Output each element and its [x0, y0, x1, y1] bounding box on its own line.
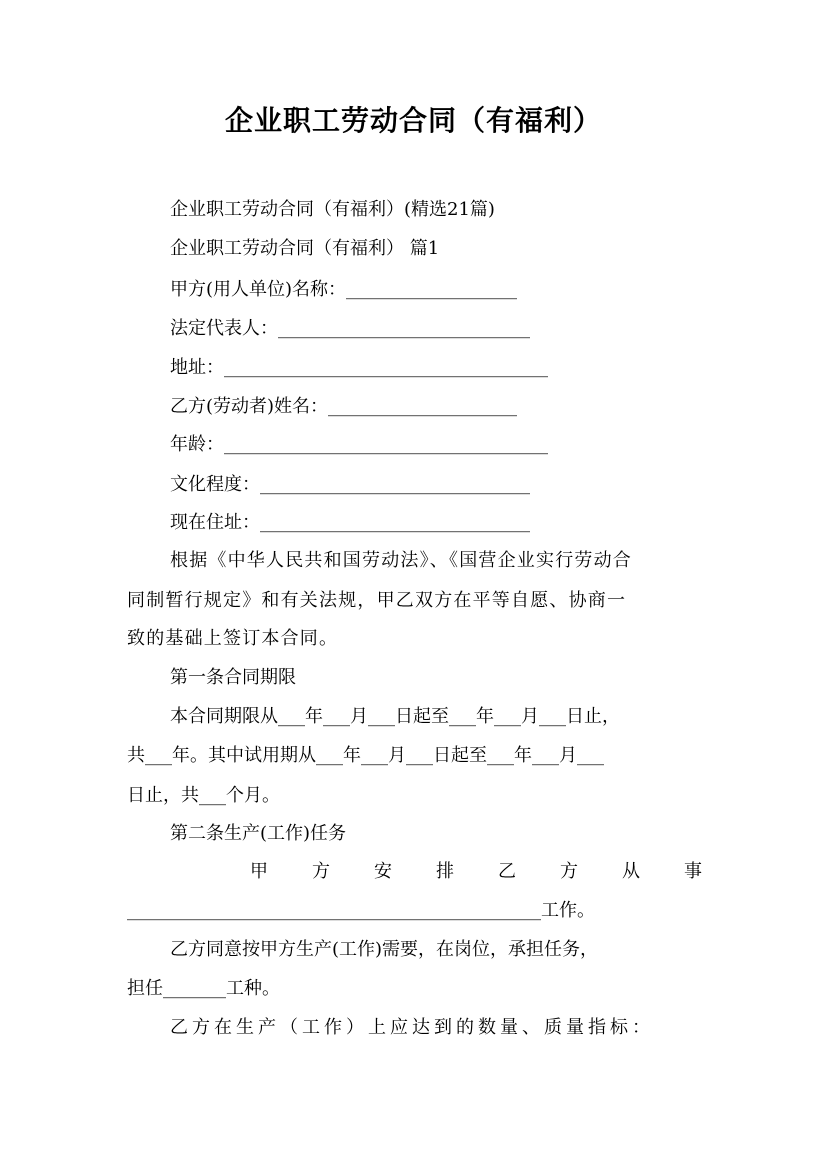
legal-representative-field: 法定代表人：____________________________	[170, 318, 530, 339]
paragraph-line: 担任_______工种。	[127, 978, 280, 999]
document-title: 企业职工劳动合同（有福利）	[224, 104, 602, 137]
paragraph-line: ______________________________________________工作。	[127, 900, 595, 921]
justified-char: 安	[374, 861, 392, 882]
age-field: 年龄：____________________________________	[170, 434, 548, 455]
article-heading: 第一条合同期限	[170, 667, 296, 688]
address-field: 地址：____________________________________	[170, 357, 548, 378]
article-heading: 第二条生产(工作)任务	[170, 823, 347, 844]
paragraph-line: 致的基础上签订本合同。	[127, 628, 339, 649]
education-field: 文化程度：______________________________	[170, 474, 530, 495]
paragraph-line: 同制暂行规定》和有关法规，甲乙双方在平等自愿、协商一	[127, 590, 627, 611]
paragraph-line: 乙方同意按甲方生产(工作)需要，在岗位，承担任务，	[170, 939, 599, 960]
current-address-field: 现在住址：______________________________	[170, 512, 530, 533]
subtitle-line: 企业职工劳动合同（有福利）(精选21篇)	[170, 199, 495, 220]
paragraph-line: 日止，共___个月。	[127, 785, 280, 806]
justified-char: 甲	[250, 861, 268, 882]
section-heading: 企业职工劳动合同（有福利） 篇1	[170, 238, 440, 259]
party-b-name-field: 乙方(劳动者)姓名：_____________________	[170, 396, 518, 417]
justified-char: 方	[312, 861, 330, 882]
justified-char: 方	[560, 861, 578, 882]
justified-char: 从	[622, 861, 640, 882]
paragraph-line: 根据《中华人民共和国劳动法》、《国营企业实行劳动合	[170, 550, 632, 571]
justified-line	[250, 861, 702, 883]
paragraph-line: 共___年。其中试用期从___年___月___日起至___年___月___	[127, 745, 604, 766]
justified-char: 乙	[498, 861, 516, 882]
paragraph-line: 本合同期限从___年___月___日起至___年___月___日止，	[170, 706, 620, 727]
justified-char: 事	[684, 861, 702, 882]
justified-char: 排	[436, 861, 454, 882]
paragraph-line: 乙方在生产（工作）上应达到的数量、质量指标：	[170, 1017, 654, 1038]
party-a-name-field: 甲方(用人单位)名称：___________________	[170, 279, 518, 300]
